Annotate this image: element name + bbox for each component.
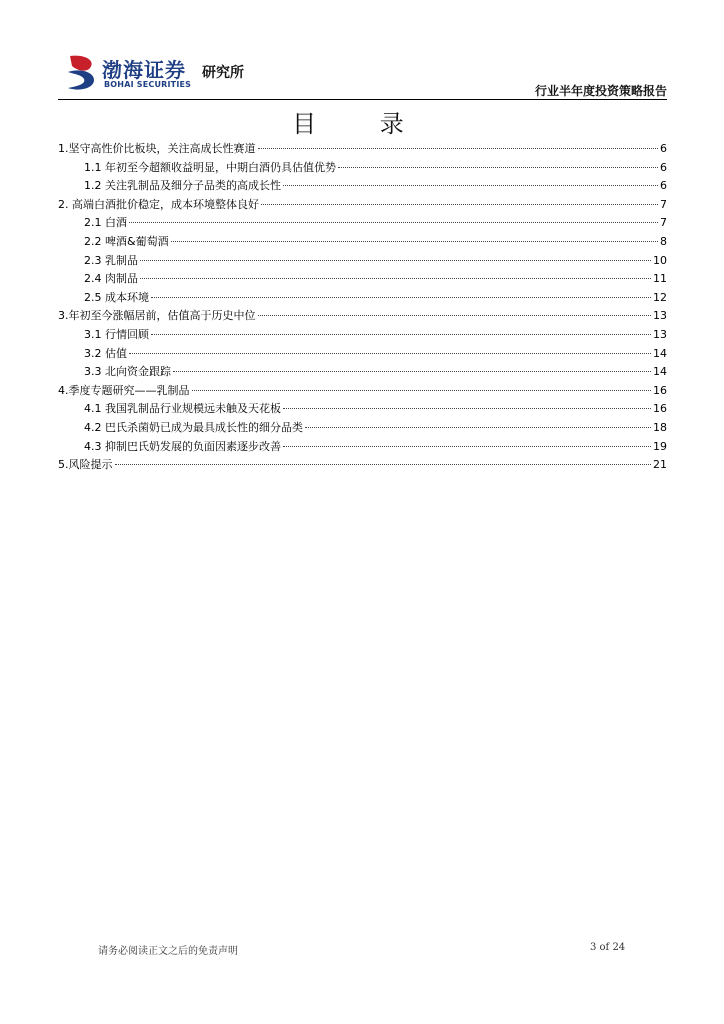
toc-entry-title: 2. 高端白酒批价稳定，成本环境整体良好 [58,197,259,211]
footer-page-number: 3 of 24 [590,942,626,953]
bohai-logo-icon [66,54,98,92]
toc-entry-page: 13 [653,309,667,323]
toc-entry-page: 16 [653,402,667,416]
toc-entry[interactable] [58,159,667,178]
toc-dot-leader [305,427,651,428]
toc-entry-title: 3.1 行情回顾 [84,327,149,341]
toc-entry-page: 18 [653,420,667,434]
toc-entry[interactable] [58,419,667,438]
logo-chinese-name: 渤海证券 [102,58,186,82]
toc-entry-title: 2.4 肉制品 [84,272,138,286]
toc-entry-title: 1.坚守高性价比板块，关注高成长性赛道 [58,142,256,155]
toc-entry-title: 2.2 啤酒&葡萄酒 [84,234,169,248]
toc-entry-page: 7 [660,216,667,230]
logo-english-name: BOHAI SECURITIES [104,80,192,89]
toc-entry-title: 3.2 估值 [84,346,127,360]
toc-dot-leader [261,204,658,205]
toc-entry[interactable] [58,214,667,233]
toc-entry-title: 4.3 抑制巴氏奶发展的负面因素逐步改善 [84,439,281,453]
toc-entry-page: 14 [653,365,667,379]
toc-dot-leader [192,390,652,391]
toc-entry-page: 14 [653,346,667,360]
toc-title: 目 录 [292,110,432,138]
toc-entry-page: 7 [660,197,667,211]
toc-entry-page: 6 [660,179,667,193]
toc-entry[interactable] [58,326,667,345]
toc-entry-title: 2.1 白酒 [84,216,127,230]
toc-dot-leader [129,222,658,223]
toc-dot-leader [129,353,651,354]
toc-entry-title: 4.季度专题研究——乳制品 [58,383,190,397]
toc-entry-title: 2.3 乳制品 [84,253,138,267]
toc-dot-leader [171,241,658,242]
toc-entry-page: 12 [653,290,667,304]
toc-dot-leader [283,185,658,186]
toc-dot-leader [258,148,659,149]
toc-entry[interactable] [58,289,667,308]
toc-entry-title: 1.1 年初至今超额收益明显，中期白酒仍具估值优势 [84,160,336,174]
toc-entry-title: 5.风险提示 [58,458,113,472]
toc-entry-page: 21 [653,458,667,472]
toc-entry-title: 4.1 我国乳制品行业规模远未触及天花板 [84,402,281,416]
table-of-contents [58,140,667,475]
toc-entry[interactable] [58,456,667,475]
footer-disclaimer: 请务必阅读正文之后的免责声明 [98,946,238,957]
toc-dot-leader [151,297,651,298]
toc-entry-page: 8 [660,234,667,248]
toc-entry[interactable] [58,196,667,215]
toc-dot-leader [140,260,651,261]
toc-entry[interactable] [58,252,667,271]
toc-entry-title: 4.2 巴氏杀菌奶已成为最具成长性的细分品类 [84,420,303,434]
toc-entry-title: 3.3 北向资金跟踪 [84,365,171,379]
toc-dot-leader [283,408,651,409]
toc-dot-leader [151,334,651,335]
toc-entry-page: 6 [660,160,667,174]
toc-dot-leader [173,371,651,372]
toc-dot-leader [115,464,652,465]
toc-entry[interactable] [58,270,667,289]
toc-entry-page: 11 [653,272,667,286]
toc-entry-page: 16 [653,383,667,397]
toc-entry[interactable] [58,307,667,326]
report-type-label: 行业半年度投资策略报告 [534,84,667,98]
toc-entry-title: 3.年初至今涨幅居前，估值高于历史中位 [58,309,256,323]
toc-entry[interactable] [58,400,667,419]
toc-entry-page: 10 [653,253,667,267]
header-divider [58,99,667,100]
toc-entry[interactable] [58,233,667,252]
toc-entry[interactable] [58,438,667,457]
toc-dot-leader [338,167,658,168]
toc-entry-page: 6 [660,142,667,155]
toc-dot-leader [283,446,651,447]
toc-entry[interactable] [58,345,667,364]
toc-entry[interactable] [58,177,667,196]
toc-entry-page: 19 [653,439,667,453]
toc-dot-leader [140,278,651,279]
institute-label: 研究所 [202,65,244,81]
toc-entry[interactable] [58,382,667,401]
toc-entry[interactable] [58,140,667,159]
toc-entry[interactable] [58,363,667,382]
bohai-securities-logo [66,50,286,96]
toc-entry-title: 2.5 成本环境 [84,290,149,304]
toc-entry-page: 13 [653,327,667,341]
toc-entry-title: 1.2 关注乳制品及细分子品类的高成长性 [84,179,281,193]
toc-dot-leader [258,315,652,316]
